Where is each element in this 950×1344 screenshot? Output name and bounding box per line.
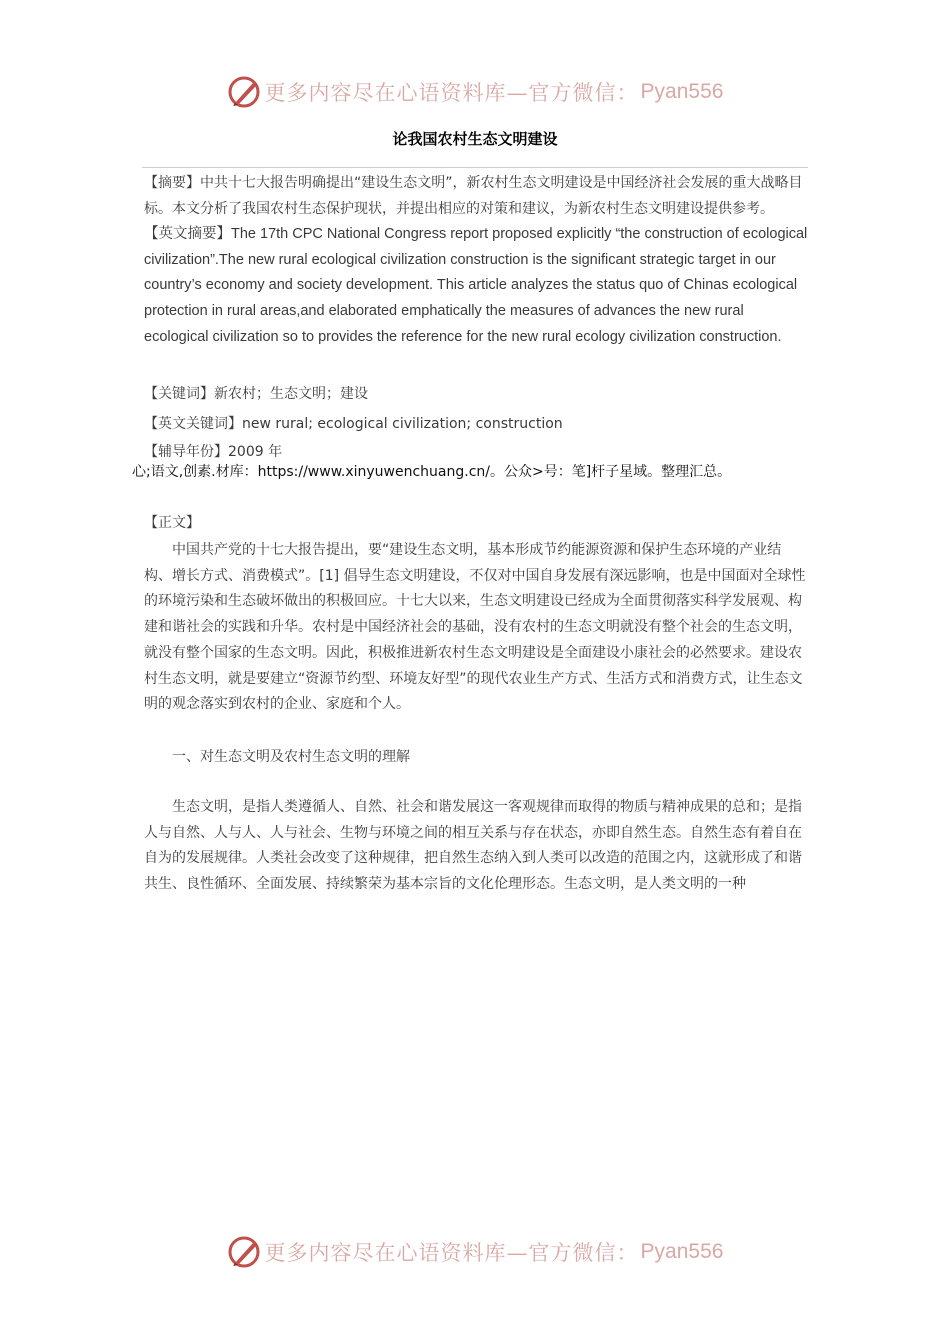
title-divider — [142, 167, 808, 168]
pen-logo-icon — [227, 1235, 261, 1269]
body-heading: 【正文】 — [144, 515, 200, 531]
section-heading-1: 一、对生态文明及农村生态文明的理解 — [172, 749, 410, 765]
footer-banner — [0, 1232, 950, 1272]
keywords: 【关键词】新农村；生态文明；建设 — [144, 386, 368, 402]
source-notice: 心;语文,创素.材库：https://www.xinyuwenchuang.cn/。公众>号：笔]杆子星域。整理汇总。 — [132, 464, 732, 480]
tutoring-year: 【辅导年份】2009 年 — [144, 444, 283, 460]
body-paragraph-2: 生态文明，是指人类遵循人、自然、社会和谐发展这一客观规律而取得的物质与精神成果的总和；是指人与自然、人与人、人与社会、生物与环境之间的相互关系与存在状态，亦即自然生态。自然生态有着自在自为的发展规律。人类社会改变了这种规律，把自然生态纳入到人类可以改造的范围之内，这就形成了和谐共生、良性循环、全面发展、持续繁荣为基本宗旨的文化伦理形态。生态文明，是人类文明的一种 — [144, 799, 802, 893]
keywords-en: 【英文关键词】new rural; ecological civilization; construction — [144, 416, 563, 432]
banner-text: 更多内容尽在心语资料库—官方微信： — [264, 81, 639, 105]
body-paragraph-1: 中国共产党的十七大报告提出，要“建设生态文明，基本形成节约能源资源和保护生态环境的产业结构、增长方式、消费模式”。[1] 倡导生态文明建设，不仅对中国自身发展有深远影响，也是中国面对全球性的环境污染和生态破坏做出的积极回应。十七大以来，生态文明建设已经成为全面贯彻落实科学发展观、构建和谐社会的实践和升华。农村是中国经济社会的基础，没有农村的生态文明就没有整个社会的生态文明，就没有整个国家的生态文明。因此，积极推进新农村生态文明建设是全面建设小康社会的必然要求。建设农村生态文明，就是要建立“资源节约型、环境友好型”的现代农业生产方式、生活方式和消费方式，让生态文明的观念落实到农村的企业、家庭和个人。 — [144, 542, 806, 713]
abstract-zh: 【摘要】中共十七大报告明确提出“建设生态文明”，新农村生态文明建设是中国经济社会发展的重大战略目标。本文分析了我国农村生态保护现状，并提出相应的对策和建议，为新农村生态文明建设提供参考。 — [144, 175, 803, 217]
page-title: 论我国农村生态文明建设 — [392, 130, 558, 148]
banner-text: 更多内容尽在心语资料库—官方微信： — [264, 1241, 639, 1265]
header-banner — [0, 72, 950, 112]
pen-logo-icon — [227, 75, 261, 109]
abstract-en: 【英文摘要】The 17th CPC National Congress report proposed explicitly “the construction of ecological civilization”.The new rural ecological civilization construction is the significant strategic target in our country’s economy and society development. This article analyzes the status quo of Chinas ecological protection in rural areas,and elaborated emphatically the measures of advances the new rural ecological civilization so to provides the reference for the new rural ecology civilization construction. — [144, 226, 808, 345]
banner-wechat-id: Pyan556 — [640, 80, 724, 103]
banner-wechat-id: Pyan556 — [640, 1240, 724, 1263]
